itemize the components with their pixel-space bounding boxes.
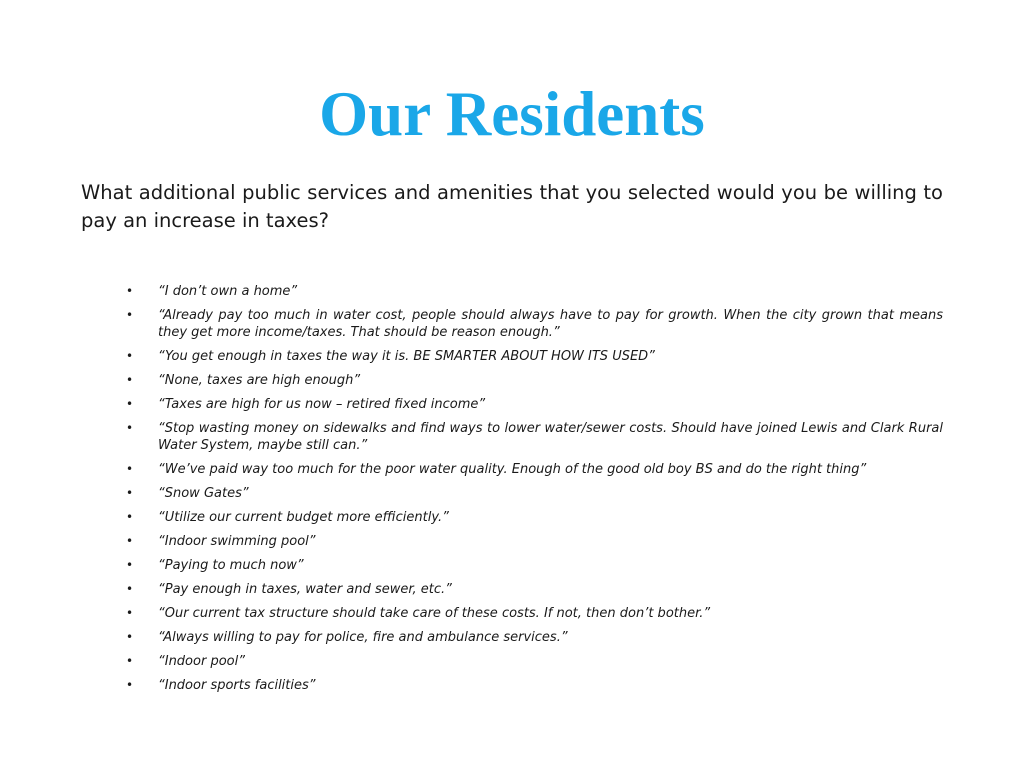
response-item xyxy=(126,461,943,478)
bullet-icon: • xyxy=(126,678,134,692)
response-text: “You get enough in taxes the way it is. BE SMARTER ABOUT HOW ITS USED” xyxy=(158,349,655,364)
bullet-icon: • xyxy=(126,630,134,644)
bullet-icon: • xyxy=(126,462,134,476)
response-item xyxy=(126,653,943,670)
response-item xyxy=(126,372,943,389)
bullet-icon: • xyxy=(126,308,134,322)
response-text: “Pay enough in taxes, water and sewer, etc.” xyxy=(158,582,452,597)
response-item xyxy=(126,557,943,574)
response-item xyxy=(126,629,943,646)
response-list xyxy=(126,283,943,701)
response-item xyxy=(126,581,943,598)
response-text: “Snow Gates” xyxy=(158,486,249,501)
bullet-icon: • xyxy=(126,558,134,572)
response-item xyxy=(126,485,943,502)
response-item xyxy=(126,396,943,413)
bullet-icon: • xyxy=(126,654,134,668)
response-item xyxy=(126,348,943,365)
bullet-icon: • xyxy=(126,510,134,524)
response-item xyxy=(126,283,943,300)
response-text: “Our current tax structure should take care of these costs. If not, then don’t bother.” xyxy=(158,606,711,621)
bullet-icon: • xyxy=(126,582,134,596)
response-text: “Indoor pool” xyxy=(158,654,245,669)
response-text: “Paying to much now” xyxy=(158,558,304,573)
survey-question: What additional public services and amenities that you selected would you be willing to pay an increase in taxes? xyxy=(81,181,943,232)
slide-title: Our Residents xyxy=(319,79,705,149)
bullet-icon: • xyxy=(126,349,134,363)
response-text: “We’ve paid way too much for the poor water quality. Enough of the good old boy BS and do the right thing” xyxy=(158,462,867,477)
bullet-icon: • xyxy=(126,534,134,548)
response-text: “Indoor swimming pool” xyxy=(158,534,316,549)
response-text: “None, taxes are high enough” xyxy=(158,373,361,388)
response-text: “Taxes are high for us now – retired fixed income” xyxy=(158,397,486,412)
response-text: “Indoor sports facilities” xyxy=(158,678,316,693)
response-text: “Already pay too much in water cost, people should always have to pay for growth. When the city grown that means they get more income/taxes. That should be reason enough.” xyxy=(158,308,943,340)
bullet-icon: • xyxy=(126,606,134,620)
response-item xyxy=(126,420,943,454)
bullet-icon: • xyxy=(126,397,134,411)
response-text: “Utilize our current budget more efficiently.” xyxy=(158,510,449,525)
bullet-icon: • xyxy=(126,421,134,435)
bullet-icon: • xyxy=(126,486,134,500)
response-item xyxy=(126,677,943,694)
response-text: “Always willing to pay for police, fire and ambulance services.” xyxy=(158,630,568,645)
bullet-icon: • xyxy=(126,284,134,298)
response-item xyxy=(126,307,943,341)
response-item xyxy=(126,533,943,550)
bullet-icon: • xyxy=(126,373,134,387)
response-text: “Stop wasting money on sidewalks and find ways to lower water/sewer costs. Should have joined Lewis and Clark Rural Water System, maybe still can.” xyxy=(158,421,943,453)
response-text: “I don’t own a home” xyxy=(158,284,298,299)
response-item xyxy=(126,509,943,526)
response-item xyxy=(126,605,943,622)
